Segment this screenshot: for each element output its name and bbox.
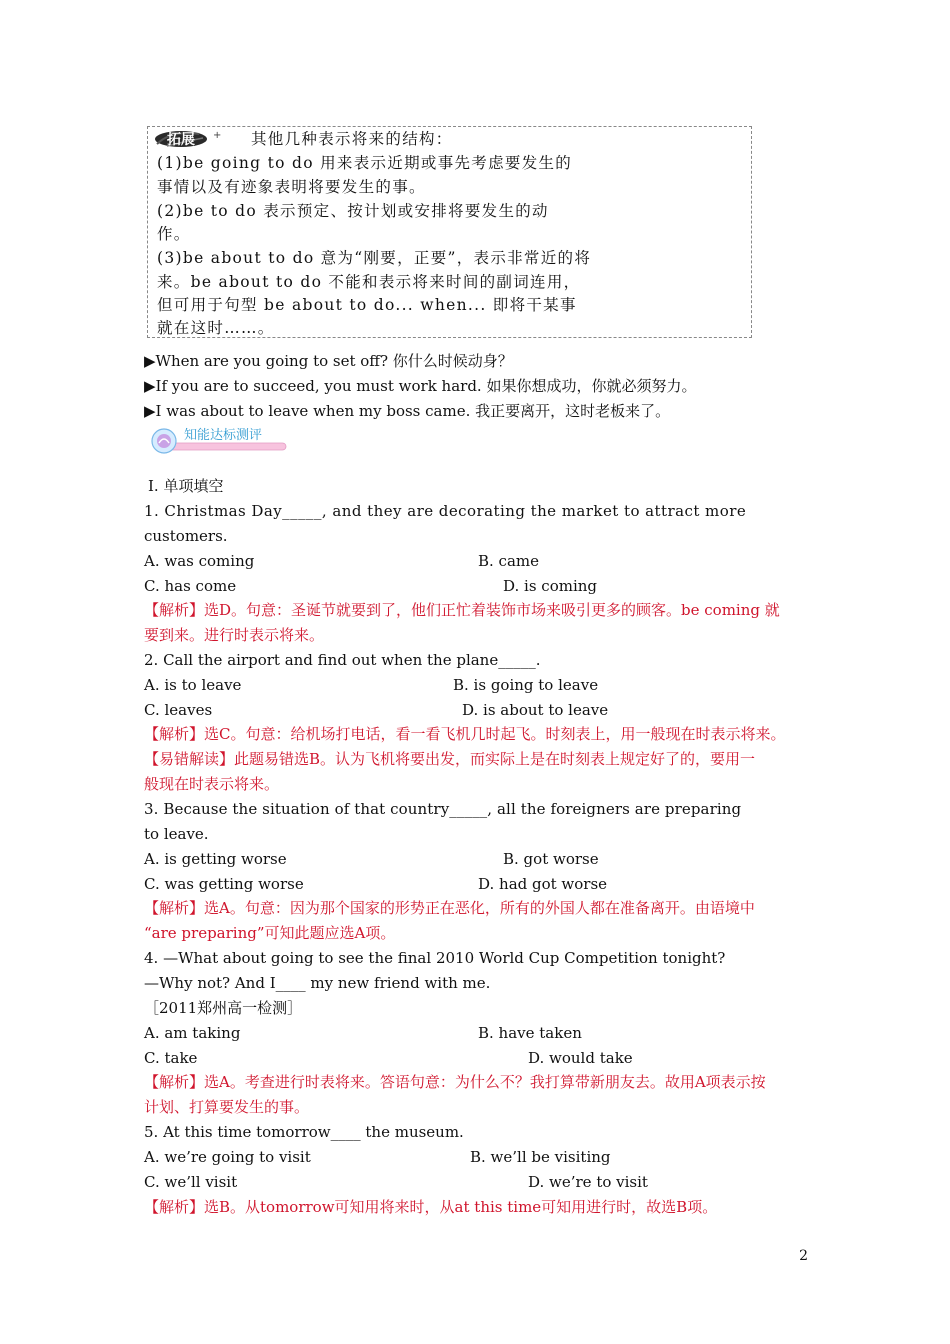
option-d: D. we’re to visit (528, 1173, 648, 1191)
box-line: 来。be about to do 不能和表示将来时间的副词连用， (157, 273, 581, 291)
question-stem: to leave. (144, 825, 209, 843)
box-line: 但可用于句型 be about to do... when... 即将干某事 (157, 296, 577, 314)
analysis: 【解析】选A。句意：因为那个国家的形势正在恶化，所有的外国人都在准备离开。由语境中 (144, 899, 755, 917)
question-source: ［2011郑州高一检测］ (144, 999, 303, 1017)
option-a: A. was coming (144, 552, 255, 570)
page-number: 2 (799, 1248, 808, 1264)
badge-graphic (153, 128, 245, 150)
option-c: C. leaves (144, 701, 213, 719)
badge-label: 拓展 (167, 132, 195, 148)
example-sentence: ▶I was about to leave when my boss came. 我正要离开，这时老板来了。 (144, 402, 671, 420)
option-d: D. had got worse (478, 875, 608, 893)
option-c: C. we’ll visit (144, 1173, 238, 1191)
box-line: (2)be to do 表示预定、按计划或安排将要发生的动 (157, 202, 549, 220)
question-stem: 1. Christmas Day_____, and they are decorating the market to attract more (144, 502, 747, 520)
analysis: 【解析】选C。句意：给机场打电话，看一看飞机几时起飞。时刻表上，用一般现在时表示将来。 (144, 725, 786, 743)
option-c: C. take (144, 1049, 198, 1067)
analysis: “are preparing”可知此题应选A项。 (144, 924, 396, 942)
test-banner (150, 425, 288, 457)
question-stem: —Why not? And I____ my new friend with me. (144, 974, 491, 992)
question-stem: 3. Because the situation of that country_____, all the foreigners are preparing (144, 800, 742, 818)
box-line: (3)be about to do 意为“刚要，正要”，表示非常近的将 (157, 249, 592, 267)
box-line: (1)be going to do 用来表示近期或事先考虑要发生的 (157, 154, 573, 172)
analysis: 【解析】选D。句意：圣诞节就要到了，他们正忙着装饰市场来吸引更多的顾客。be coming 就 (144, 601, 780, 619)
error-analysis: 【易错解读】此题易错选B。认为飞机将要出发，而实际上是在时刻表上规定好了的，要用一 (144, 750, 756, 768)
option-d: D. is about to leave (462, 701, 609, 719)
question-stem: 5. At this time tomorrow____ the museum. (144, 1123, 464, 1141)
banner-graphic (150, 425, 288, 457)
box-line: 作。 (157, 225, 191, 243)
example-sentence: ▶When are you going to set off? 你什么时候动身？ (144, 352, 513, 370)
option-b: B. came (478, 552, 540, 570)
option-d: D. is coming (503, 577, 598, 595)
option-a: A. is getting worse (144, 850, 287, 868)
svg-text:+: + (213, 130, 222, 141)
option-d: D. would take (528, 1049, 633, 1067)
question-stem: customers. (144, 527, 228, 545)
box-heading: 其他几种表示将来的结构： (251, 130, 453, 148)
analysis: 计划、打算要发生的事。 (144, 1098, 310, 1116)
option-b: B. we’ll be visiting (470, 1148, 611, 1166)
analysis: 【解析】选B。从tomorrow可知用将来时，从at this time可知用进行时，故选B项。 (144, 1198, 718, 1216)
example-sentence: ▶If you are to succeed, you must work hard. 如果你想成功，你就必须努力。 (144, 377, 697, 395)
option-b: B. have taken (478, 1024, 582, 1042)
analysis: 要到来。进行时表示将来。 (144, 626, 325, 644)
option-a: A. we’re going to visit (144, 1148, 311, 1166)
box-line: 就在这时……。 (157, 319, 275, 337)
error-analysis: 般现在时表示将来。 (144, 775, 280, 793)
question-stem: 4. —What about going to see the final 2010 World Cup Competition tonight? (144, 949, 726, 967)
option-c: C. was getting worse (144, 875, 304, 893)
option-b: B. is going to leave (453, 676, 599, 694)
section-title: Ⅰ. 单项填空 (148, 477, 224, 495)
banner-label: 知能达标测评 (184, 428, 263, 443)
option-c: C. has come (144, 577, 237, 595)
box-line: 事情以及有迹象表明将要发生的事。 (157, 178, 426, 196)
question-stem: 2. Call the airport and find out when the plane_____. (144, 651, 541, 669)
expansion-badge (153, 128, 245, 150)
option-a: A. is to leave (144, 676, 242, 694)
analysis: 【解析】选A。考查进行时表将来。答语句意：为什么不？我打算带新朋友去。故用A项表示按 (144, 1073, 766, 1091)
option-a: A. am taking (144, 1024, 241, 1042)
option-b: B. got worse (503, 850, 599, 868)
